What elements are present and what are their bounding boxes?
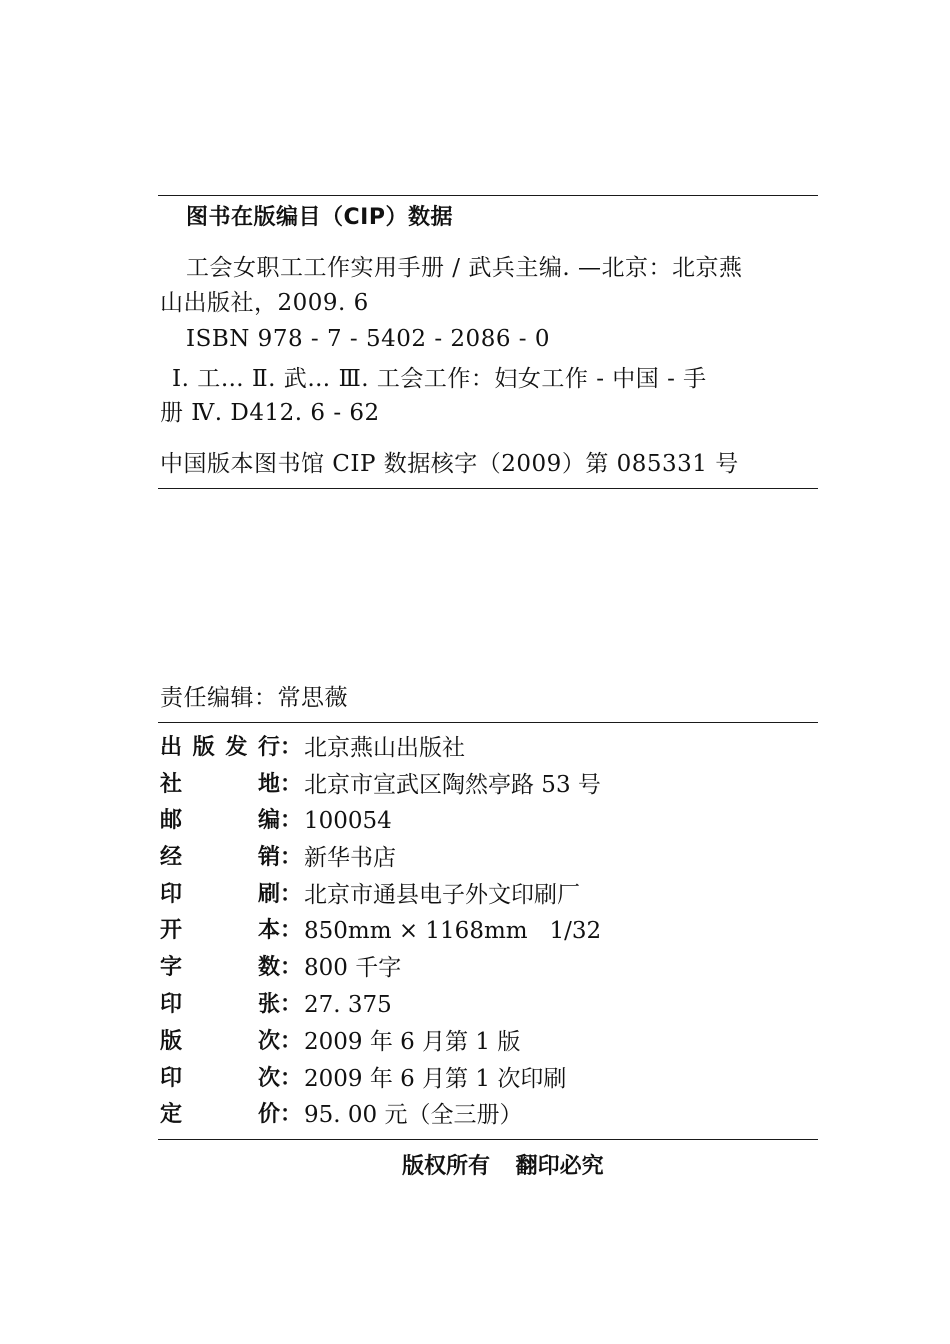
detail-postcode: 邮 编 ： 100054 [160,808,392,834]
detail-address: 社 地 ： 北京市宣武区陶然亭路 53 号 [160,772,601,798]
detail-sheets: 印 张 ： 27. 375 [160,992,392,1018]
cip-classification-line-2: 册 Ⅳ. D412. 6 - 62 [160,400,380,426]
detail-label: 印 次 [160,1066,280,1091]
details-bottom-rule [158,1139,818,1140]
editor-rule [158,722,818,723]
detail-value: 北京市宣武区陶然亭路 53 号 [304,772,601,798]
responsible-editor-label: 责任编辑： [160,685,278,711]
cip-title: 图书在版编目（CIP）数据 [186,205,453,230]
responsible-editor-name: 常思薇 [277,685,348,711]
detail-value: 100054 [304,808,392,834]
detail-printing: 印 次 ： 2009 年 6 月第 1 次印刷 [160,1066,567,1092]
cip-top-rule [158,195,818,196]
detail-value: 北京燕山出版社 [304,735,465,761]
detail-value: 95. 00 元（全三册） [304,1102,523,1128]
detail-value: 800 千字 [304,955,402,981]
responsible-editor [160,683,348,713]
detail-value: 新华书店 [304,845,396,871]
cip-line-title-author: 工会女职工工作实用手册 / 武兵主编. —北京：北京燕 [186,255,743,281]
detail-label: 经 销 [160,845,280,870]
detail-label: 字 数 [160,955,280,980]
cip-library-record: 中国版本图书馆 CIP 数据核字（2009）第 085331 号 [160,451,739,477]
detail-label: 版 次 [160,1029,280,1054]
copyright-notice: 版权所有 翻印必究 [402,1154,604,1179]
detail-value: 850mm × 1168mm 1/32 [304,918,602,944]
detail-label: 出 版 发 行 [160,735,280,760]
cip-line-publisher-date: 山出版社，2009. 6 [160,290,369,316]
detail-price: 定 价 ： 95. 00 元（全三册） [160,1102,523,1128]
detail-label: 邮 编 [160,808,280,833]
cip-bottom-rule [158,488,818,489]
detail-value: 27. 375 [304,992,392,1018]
detail-label: 印 刷 [160,882,280,907]
detail-label: 社 地 [160,772,280,797]
cip-isbn: ISBN 978 - 7 - 5402 - 2086 - 0 [186,326,550,352]
detail-format: 开 本 ： 850mm × 1168mm 1/32 [160,918,602,944]
detail-distributor: 经 销 ： 新华书店 [160,845,396,871]
detail-label: 开 本 [160,918,280,943]
detail-word-count: 字 数 ： 800 千字 [160,955,402,981]
detail-value: 2009 年 6 月第 1 版 [304,1029,521,1055]
detail-value: 2009 年 6 月第 1 次印刷 [304,1066,567,1092]
detail-label: 定 价 [160,1102,280,1127]
detail-edition: 版 次 ： 2009 年 6 月第 1 版 [160,1029,521,1055]
detail-label: 印 张 [160,992,280,1017]
detail-publisher: 出 版 发 行 ： 北京燕山出版社 [160,735,465,761]
detail-printer: 印 刷 ： 北京市通县电子外文印刷厂 [160,882,580,908]
detail-value: 北京市通县电子外文印刷厂 [304,882,580,908]
cip-classification-line-1: Ⅰ. 工… Ⅱ. 武… Ⅲ. 工会工作：妇女工作 - 中国 - 手 [172,366,707,392]
